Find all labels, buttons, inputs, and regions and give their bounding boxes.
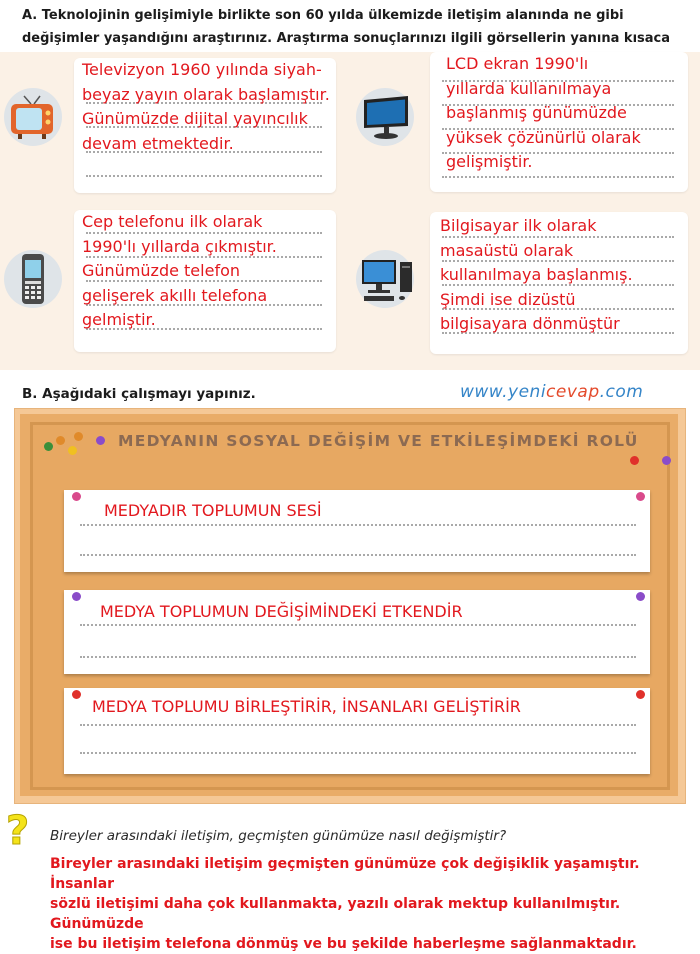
pin-icon bbox=[72, 592, 81, 601]
answer-text-television: Televizyon 1960 yılında siyah- beyaz yayın olarak başlamıştır. Günümüzde dijital yayıncılık devam etmektedir. bbox=[82, 60, 330, 153]
sticky-note bbox=[64, 590, 650, 674]
answer-card-television bbox=[74, 58, 336, 193]
answer-card-desktop-computer bbox=[430, 212, 688, 354]
television-icon bbox=[8, 92, 58, 142]
pin-icon bbox=[44, 442, 53, 451]
section-b-title: B. Aşağıdaki çalışmayı yapınız. bbox=[22, 386, 256, 402]
pin-icon bbox=[56, 436, 65, 445]
note-text: MEDYA TOPLUMU BİRLEŞTİRİR, İNSANLARI GELİŞTİRİR bbox=[92, 697, 521, 716]
sticky-note bbox=[64, 688, 650, 774]
question-mark-icon: ? bbox=[6, 808, 30, 854]
reflection-answer: Bireyler arasındaki iletişim geçmişten günümüze çok değişiklik yaşamıştır. İnsanlar sözlü iletişimi daha çok kullanmakta, yazılı olarak mektup kullanılmıştır. Günümüzde ise bu iletişim telefona dönmüş ve bu şekilde haberleşme sağlanmaktadır. bbox=[50, 856, 640, 952]
answer-card-monitor bbox=[430, 52, 688, 192]
answer-card-mobile-phone bbox=[74, 210, 336, 352]
sticky-note bbox=[64, 490, 650, 572]
mobile-phone-icon bbox=[16, 252, 50, 308]
pin-icon bbox=[72, 492, 81, 501]
answer-text-mobile-phone: Cep telefonu ilk olarak 1990'lı yıllarda çıkmıştır. Günümüzde telefon gelişerek akıllı telefona gelmiştir. bbox=[82, 212, 277, 329]
desktop-computer-icon bbox=[358, 256, 416, 304]
pin-icon bbox=[96, 436, 105, 445]
section-a-title: A. Teknolojinin gelişimiyle birlikte son 60 yılda ülkemizde iletişim alanında ne gibi değişimler yaşandığını araştırınız. Araştırma sonuçlarınızı ilgili görsellerin yanına kısaca bbox=[22, 8, 671, 46]
pin-icon bbox=[630, 456, 639, 465]
board-title: MEDYANIN SOSYAL DEĞİŞİM VE ETKİLEŞİMDEKİ ROLÜ bbox=[118, 432, 639, 450]
pin-icon bbox=[72, 690, 81, 699]
pin-icon bbox=[74, 432, 83, 441]
note-text: MEDYADIR TOPLUMUN SESİ bbox=[104, 501, 322, 520]
reflection-question: Bireyler arasındaki iletişim, geçmişten günümüze nasıl değişmiştir? bbox=[50, 828, 507, 844]
answer-text-monitor: LCD ekran 1990'lı yıllarda kullanılmaya başlanmış günümüzde yüksek çözünürlü olarak gelişmiştir. bbox=[446, 54, 641, 171]
pin-icon bbox=[68, 446, 77, 455]
site-watermark: www.yenicevap.com bbox=[460, 382, 644, 402]
pin-icon bbox=[636, 492, 645, 501]
note-text: MEDYA TOPLUMUN DEĞİŞİMİNDEKİ ETKENDİR bbox=[100, 602, 463, 621]
pin-icon bbox=[662, 456, 671, 465]
pin-icon bbox=[636, 690, 645, 699]
pin-icon bbox=[636, 592, 645, 601]
answer-text-desktop-computer: Bilgisayar ilk olarak masaüstü olarak kullanılmaya başlanmış. Şimdi ise dizüstü bilgisayara dönmüştür bbox=[440, 216, 633, 333]
monitor-icon bbox=[360, 92, 412, 142]
section-a-panel bbox=[0, 52, 700, 370]
